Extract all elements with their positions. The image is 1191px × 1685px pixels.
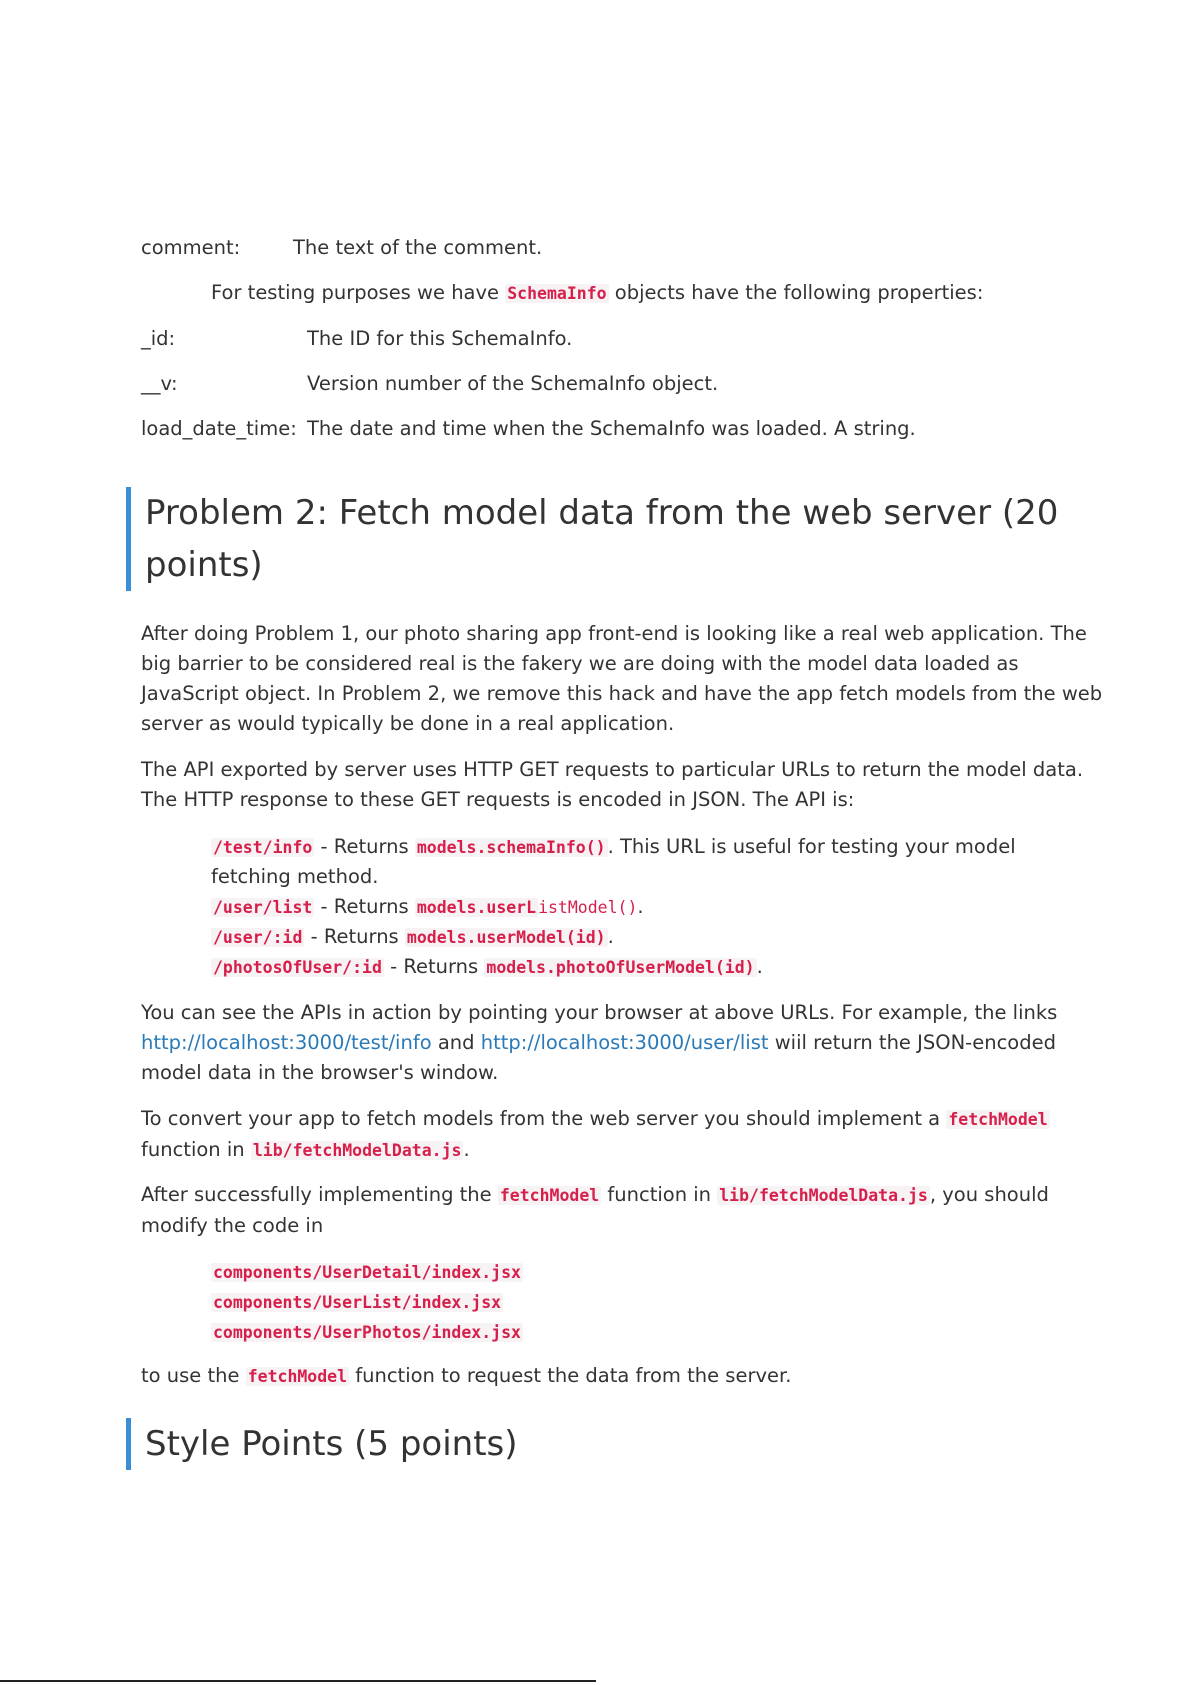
paragraph-line: big barrier to be considered real is the fakery we are doing with the model data loaded as bbox=[141, 652, 1019, 675]
test-info-link[interactable]: http://localhost:3000/test/info bbox=[141, 1031, 432, 1054]
use-fetchmodel-paragraph bbox=[141, 1361, 1071, 1392]
api-desc: . bbox=[756, 955, 763, 978]
page-bottom-rule bbox=[0, 1680, 596, 1682]
problem2-heading-line2: points) bbox=[145, 545, 263, 585]
modify-code-paragraph bbox=[141, 1180, 1071, 1241]
api-url: /user/:id bbox=[213, 928, 303, 947]
api-url: /photosOfUser/:id bbox=[213, 958, 382, 977]
link-conjunction: and bbox=[431, 1031, 481, 1054]
api-desc: . bbox=[637, 895, 644, 918]
schema-intro bbox=[211, 278, 983, 309]
api-desc: . This URL is useful for testing your model bbox=[607, 835, 1016, 858]
api-return-code: models.schemaInfo() bbox=[416, 838, 606, 857]
file-item bbox=[211, 1257, 523, 1288]
api-sep: - Returns bbox=[304, 925, 405, 948]
def-desc-id: The ID for this SchemaInfo. bbox=[307, 327, 573, 350]
user-list-link[interactable]: http://localhost:3000/user/list bbox=[480, 1031, 769, 1054]
api-return-code: models.photoOfUserModel(id) bbox=[486, 958, 755, 977]
paragraph-text: function to request the data from the server. bbox=[349, 1364, 792, 1387]
api-sep: - Returns bbox=[314, 835, 415, 858]
api-intro-paragraph bbox=[141, 755, 1084, 815]
paragraph-text: function in bbox=[601, 1183, 718, 1206]
api-links-paragraph bbox=[141, 998, 1071, 1088]
style-points-heading-text: Style Points (5 points) bbox=[145, 1424, 518, 1464]
paragraph-line: modify the code in bbox=[141, 1214, 324, 1237]
fetchmodeldata-file-code: lib/fetchModelData.js bbox=[719, 1186, 928, 1205]
def-term-load-date-time: load_date_time: bbox=[141, 417, 297, 440]
api-return-code: models.userModel(id) bbox=[406, 928, 606, 947]
fetchmodel-code: fetchModel bbox=[247, 1367, 348, 1386]
convert-app-paragraph bbox=[141, 1104, 1071, 1166]
paragraph-text: After successfully implementing the bbox=[141, 1183, 498, 1206]
api-desc: . bbox=[607, 925, 614, 948]
def-desc-load-date-time: The date and time when the SchemaInfo was loaded. A string. bbox=[307, 417, 916, 440]
file-item bbox=[211, 1287, 503, 1318]
paragraph-line: server as would typically be done in a real application. bbox=[141, 712, 675, 735]
fetchmodeldata-file-code: lib/fetchModelData.js bbox=[252, 1141, 462, 1160]
paragraph-line bbox=[141, 1028, 1071, 1058]
problem2-intro-paragraph bbox=[141, 619, 1103, 739]
api-item-user-list bbox=[211, 892, 644, 923]
api-item-test-info-continued: fetching method. bbox=[211, 865, 379, 888]
paragraph-text: , you should bbox=[929, 1183, 1049, 1206]
paragraph-line: JavaScript object. In Problem 2, we remove this hack and have the app fetch models from the web bbox=[141, 682, 1103, 705]
def-term-comment: comment: bbox=[141, 236, 241, 259]
api-item-test-info bbox=[211, 832, 1016, 863]
paragraph-line: model data in the browser's window. bbox=[141, 1061, 499, 1084]
paragraph-text: wiil return the JSON-encoded bbox=[768, 1031, 1056, 1054]
api-sep: - Returns bbox=[314, 895, 415, 918]
def-desc-v: Version number of the SchemaInfo object. bbox=[307, 372, 719, 395]
style-points-heading bbox=[126, 1418, 518, 1470]
def-term-id: _id: bbox=[141, 327, 176, 350]
paragraph-text: . bbox=[463, 1138, 470, 1161]
problem2-heading bbox=[126, 487, 1058, 591]
file-path-code: components/UserDetail/index.jsx bbox=[213, 1263, 521, 1282]
paragraph-line: The HTTP response to these GET requests is encoded in JSON. The API is: bbox=[141, 788, 855, 811]
fetchmodel-code: fetchModel bbox=[499, 1186, 600, 1205]
def-term-v: __v: bbox=[141, 372, 178, 395]
paragraph-line bbox=[141, 1135, 1071, 1166]
paragraph-line bbox=[141, 1104, 1071, 1135]
api-return-code: models.userL bbox=[416, 898, 537, 917]
paragraph-line: You can see the APIs in action by pointing your browser at above URLs. For example, the links bbox=[141, 1001, 1058, 1024]
file-path-code: components/UserList/index.jsx bbox=[213, 1293, 502, 1312]
api-sep: - Returns bbox=[383, 955, 485, 978]
problem2-heading-line1: Problem 2: Fetch model data from the web server (20 bbox=[145, 493, 1059, 533]
api-url: /user/list bbox=[213, 898, 313, 917]
paragraph-line: After doing Problem 1, our photo sharing app front-end is looking like a real web application. The bbox=[141, 622, 1087, 645]
schema-info-code: SchemaInfo bbox=[507, 284, 607, 303]
file-path-code: components/UserPhotos/index.jsx bbox=[213, 1323, 521, 1342]
paragraph-line: The API exported by server uses HTTP GET requests to particular URLs to return the model data. bbox=[141, 758, 1084, 781]
fetchmodel-code: fetchModel bbox=[948, 1110, 1048, 1129]
api-item-user-id bbox=[211, 922, 614, 953]
api-url: /test/info bbox=[213, 838, 313, 857]
api-item-photos-of-user bbox=[211, 952, 763, 983]
schema-intro-after: objects have the following properties: bbox=[608, 281, 984, 304]
schema-intro-before: For testing purposes we have bbox=[211, 281, 506, 304]
paragraph-line bbox=[141, 1361, 1071, 1392]
file-item bbox=[211, 1317, 523, 1348]
paragraph-text: to use the bbox=[141, 1364, 246, 1387]
paragraph-text: function in bbox=[141, 1138, 251, 1161]
paragraph-line bbox=[141, 1180, 1071, 1211]
api-return-code-tail: istModel() bbox=[538, 898, 638, 917]
def-desc-comment: The text of the comment. bbox=[293, 236, 543, 259]
paragraph-text: To convert your app to fetch models from the web server you should implement a bbox=[141, 1107, 947, 1130]
